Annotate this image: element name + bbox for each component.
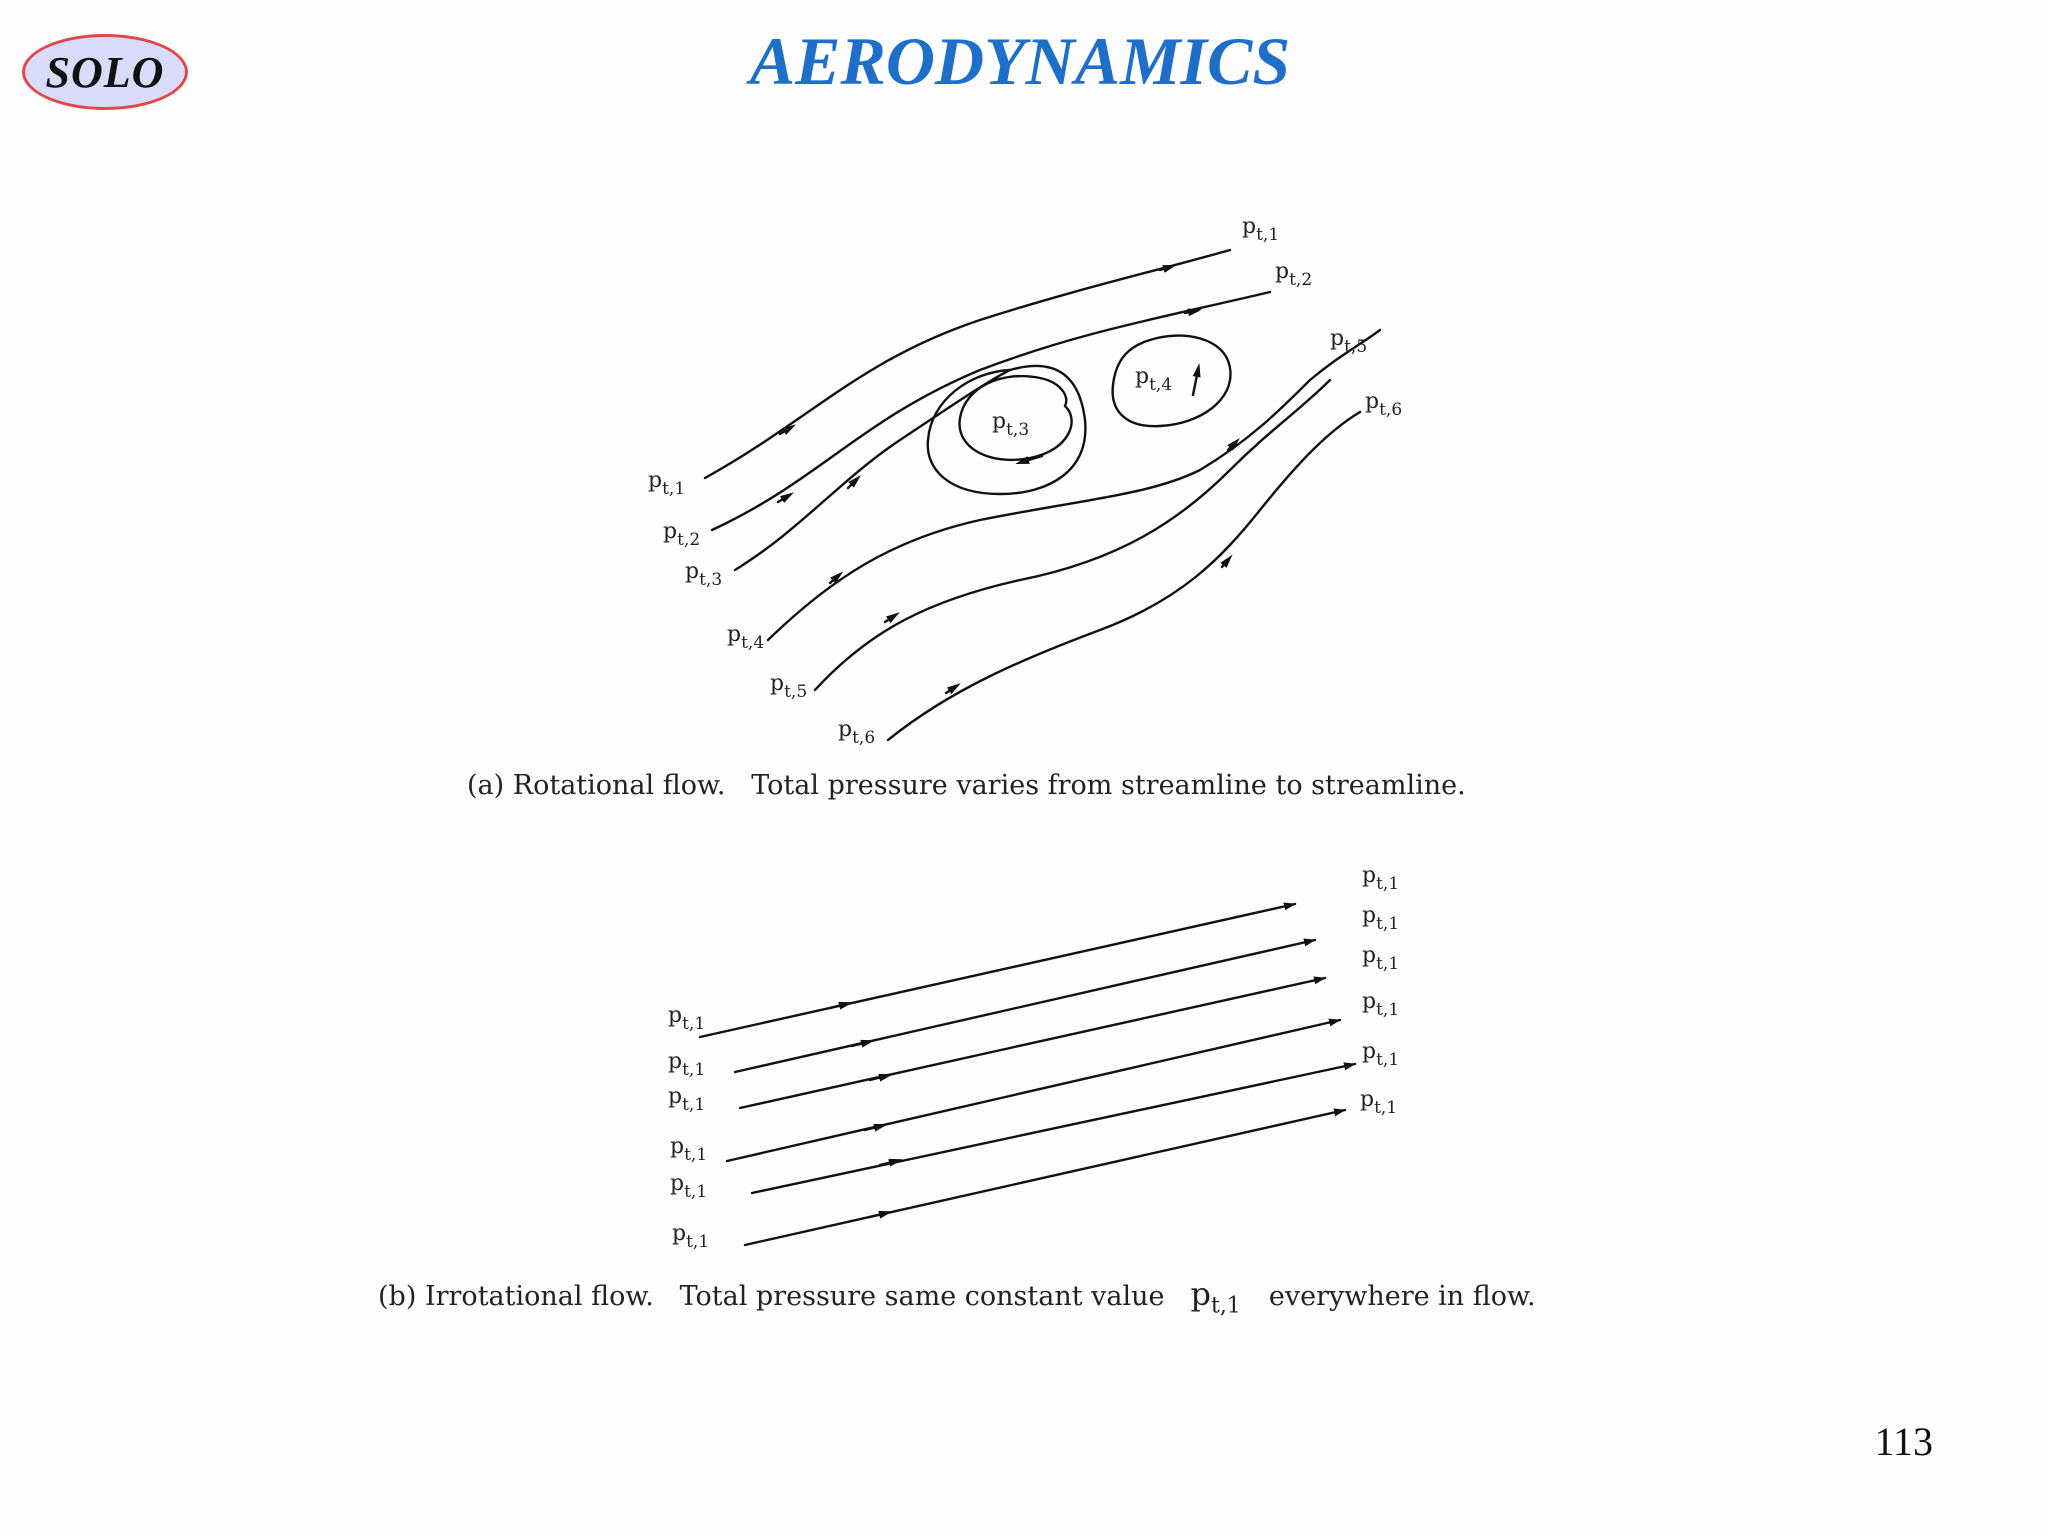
caption-a-text: Total pressure varies from streamline to streamline. (751, 770, 1466, 801)
caption-a-title: Rotational flow. (512, 770, 726, 801)
outlet-label-a5: $p_{t,5}$ (1330, 326, 1368, 357)
caption-b-text-before: Total pressure same constant value (679, 1281, 1165, 1312)
streamline-5 (815, 380, 1330, 690)
inlet-label-b1: $p_{t,1}$ (668, 1003, 706, 1034)
outlet-label-a2: $p_{t,2}$ (1275, 259, 1313, 290)
outlet-label-a6: $p_{t,6}$ (1365, 389, 1403, 420)
logo-text: SOLO (45, 47, 165, 97)
irrotational-flow-labels (668, 863, 1399, 1252)
rotational-flow-labels (648, 214, 1402, 748)
inlet-label-a2: $p_{t,2}$ (663, 519, 701, 550)
caption-a-label: (a) (467, 770, 505, 801)
caption-b-text-after: everywhere in flow. (1268, 1281, 1536, 1312)
outlet-label-a1: $p_{t,1}$ (1242, 214, 1280, 245)
parallel-streamline-1 (700, 904, 1295, 1037)
outlet-label-b1: $p_{t,1}$ (1362, 863, 1400, 894)
caption-b-symbol: $p_{t,1}$ (1190, 1275, 1241, 1319)
caption-rotational-flow (467, 770, 1466, 801)
vortex-label-pt3: $p_{t,3}$ (992, 409, 1030, 440)
vortex-label-pt4: $p_{t,4}$ (1135, 364, 1173, 395)
streamline-3 (735, 370, 1010, 570)
outlet-label-b3: $p_{t,1}$ (1362, 943, 1400, 974)
irrotational-flow-diagram (700, 904, 1355, 1245)
inlet-label-b4: $p_{t,1}$ (670, 1134, 708, 1165)
rotational-flow-diagram (705, 250, 1380, 740)
caption-b-title: Irrotational flow. (424, 1281, 654, 1312)
page-number: 113 (1874, 1419, 1933, 1464)
outlet-label-b4: $p_{t,1}$ (1362, 989, 1400, 1020)
caption-irrotational-flow (378, 1275, 1536, 1318)
streamline-6 (888, 412, 1360, 740)
inlet-label-b6: $p_{t,1}$ (672, 1221, 710, 1252)
caption-b-label: (b) (378, 1281, 417, 1312)
outlet-label-b6: $p_{t,1}$ (1360, 1087, 1398, 1118)
inlet-label-a5: $p_{t,5}$ (770, 671, 808, 702)
inlet-label-a3: $p_{t,3}$ (685, 559, 723, 590)
outlet-label-b2: $p_{t,1}$ (1362, 903, 1400, 934)
inlet-label-b2: $p_{t,1}$ (668, 1049, 706, 1080)
slide-title: AERODYNAMICS (749, 23, 1291, 99)
inlet-label-a1: $p_{t,1}$ (648, 468, 686, 499)
inlet-label-a4: $p_{t,4}$ (727, 622, 765, 653)
inlet-label-a6: $p_{t,6}$ (838, 717, 876, 748)
parallel-streamline-2 (735, 940, 1315, 1072)
inlet-label-b5: $p_{t,1}$ (670, 1171, 708, 1202)
outlet-label-b5: $p_{t,1}$ (1362, 1039, 1400, 1070)
inlet-label-b3: $p_{t,1}$ (668, 1084, 706, 1115)
